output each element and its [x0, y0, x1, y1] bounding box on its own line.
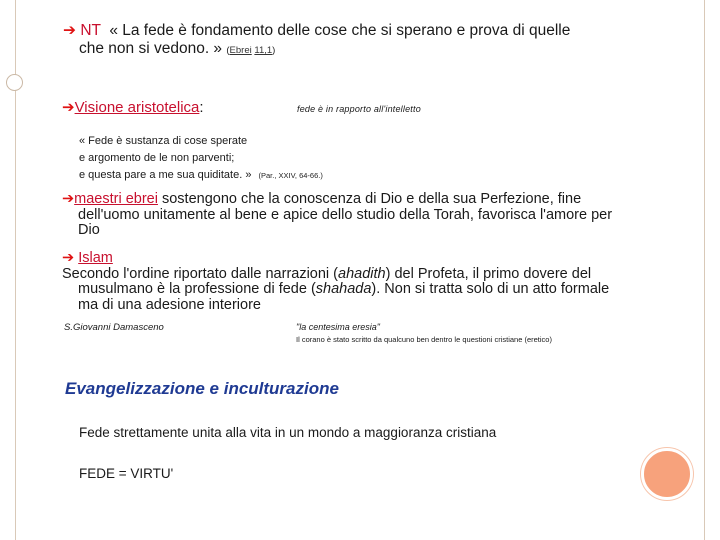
islam-ahadith: ahadith — [338, 265, 386, 282]
centesima-block — [296, 322, 552, 344]
nt-label: NT — [80, 22, 101, 39]
visione-note: fede è in rapporto all'intelletto — [297, 104, 421, 114]
maestri-line2: dell'uomo unitamente al bene e apice dello studio della Torah, favorisca l'amore per — [78, 206, 613, 223]
dante-line2: e argomento de le non parventi; — [79, 152, 235, 164]
visione-heading — [62, 98, 204, 116]
islam-line1-a: Secondo l'ordine riportato dalle narrazioni ( — [62, 265, 339, 282]
ref-open: ( — [226, 45, 230, 56]
visione-label: Visione aristotelica — [74, 99, 200, 116]
dante-ref: (Par., XXIV, 64-66.) — [258, 171, 323, 180]
dante-line1: « Fede è sustanza di cose sperate — [79, 135, 248, 147]
islam-paragraph — [62, 251, 698, 313]
ref-close: ) — [272, 45, 276, 56]
decorative-orange-circle — [641, 448, 693, 500]
arrow-right-icon: ➔ — [62, 250, 75, 266]
islam-line1-b: ) del Profeta, il primo dovere del — [385, 265, 592, 282]
centesima-note: Il corano è stato scritto da qualcuno ben dentro le questioni cristiane (eretico) — [296, 335, 552, 344]
islam-line2-a: musulmano è la professione di fede ( — [78, 281, 316, 297]
arrow-right-icon: ➔ — [62, 99, 75, 116]
visione-colon: : — [199, 99, 204, 116]
arrow-right-icon: ➔ — [63, 22, 76, 39]
ref-link-chapter[interactable]: 11,1 — [254, 45, 273, 56]
damasceno-label: S.Giovanni Damasceno — [64, 322, 164, 333]
ref-link-ebrei[interactable]: Ebrei — [229, 45, 252, 56]
maestri-label: maestri ebrei — [74, 191, 158, 207]
maestri-line3: Dio — [78, 222, 100, 238]
islam-line3: ma di una adesione interiore — [78, 296, 261, 313]
centesima-title: "la centesima eresia" — [296, 322, 380, 332]
dante-quote — [79, 133, 323, 184]
dante-line3: e questa pare a me sua quiditate. » — [79, 169, 252, 181]
islam-line2-b: ). Non si tratta solo di un atto formale — [371, 281, 610, 297]
fede-virtu-text: FEDE = VIRTU' — [79, 466, 174, 481]
maestri-line1: sostengono che la conoscenza di Dio e della sua Perfezione, fine — [157, 191, 582, 207]
nt-quote-line2: che non si vedono. » — [79, 40, 223, 57]
arrow-right-icon: ➔ — [62, 191, 75, 207]
fede-unita-text: Fede strettamente unita alla vita in un mondo a maggioranza cristiana — [79, 425, 497, 440]
nt-paragraph — [63, 22, 699, 60]
islam-shahada: shahada — [315, 281, 372, 297]
islam-label: Islam — [78, 250, 113, 266]
decorative-circle — [6, 74, 23, 91]
evangelizzazione-heading: Evangelizzazione e inculturazione — [65, 379, 339, 398]
nt-quote-line1: « La fede è fondamento delle cose che si sperano e prova di quelle — [109, 22, 571, 39]
maestri-paragraph — [62, 192, 698, 239]
